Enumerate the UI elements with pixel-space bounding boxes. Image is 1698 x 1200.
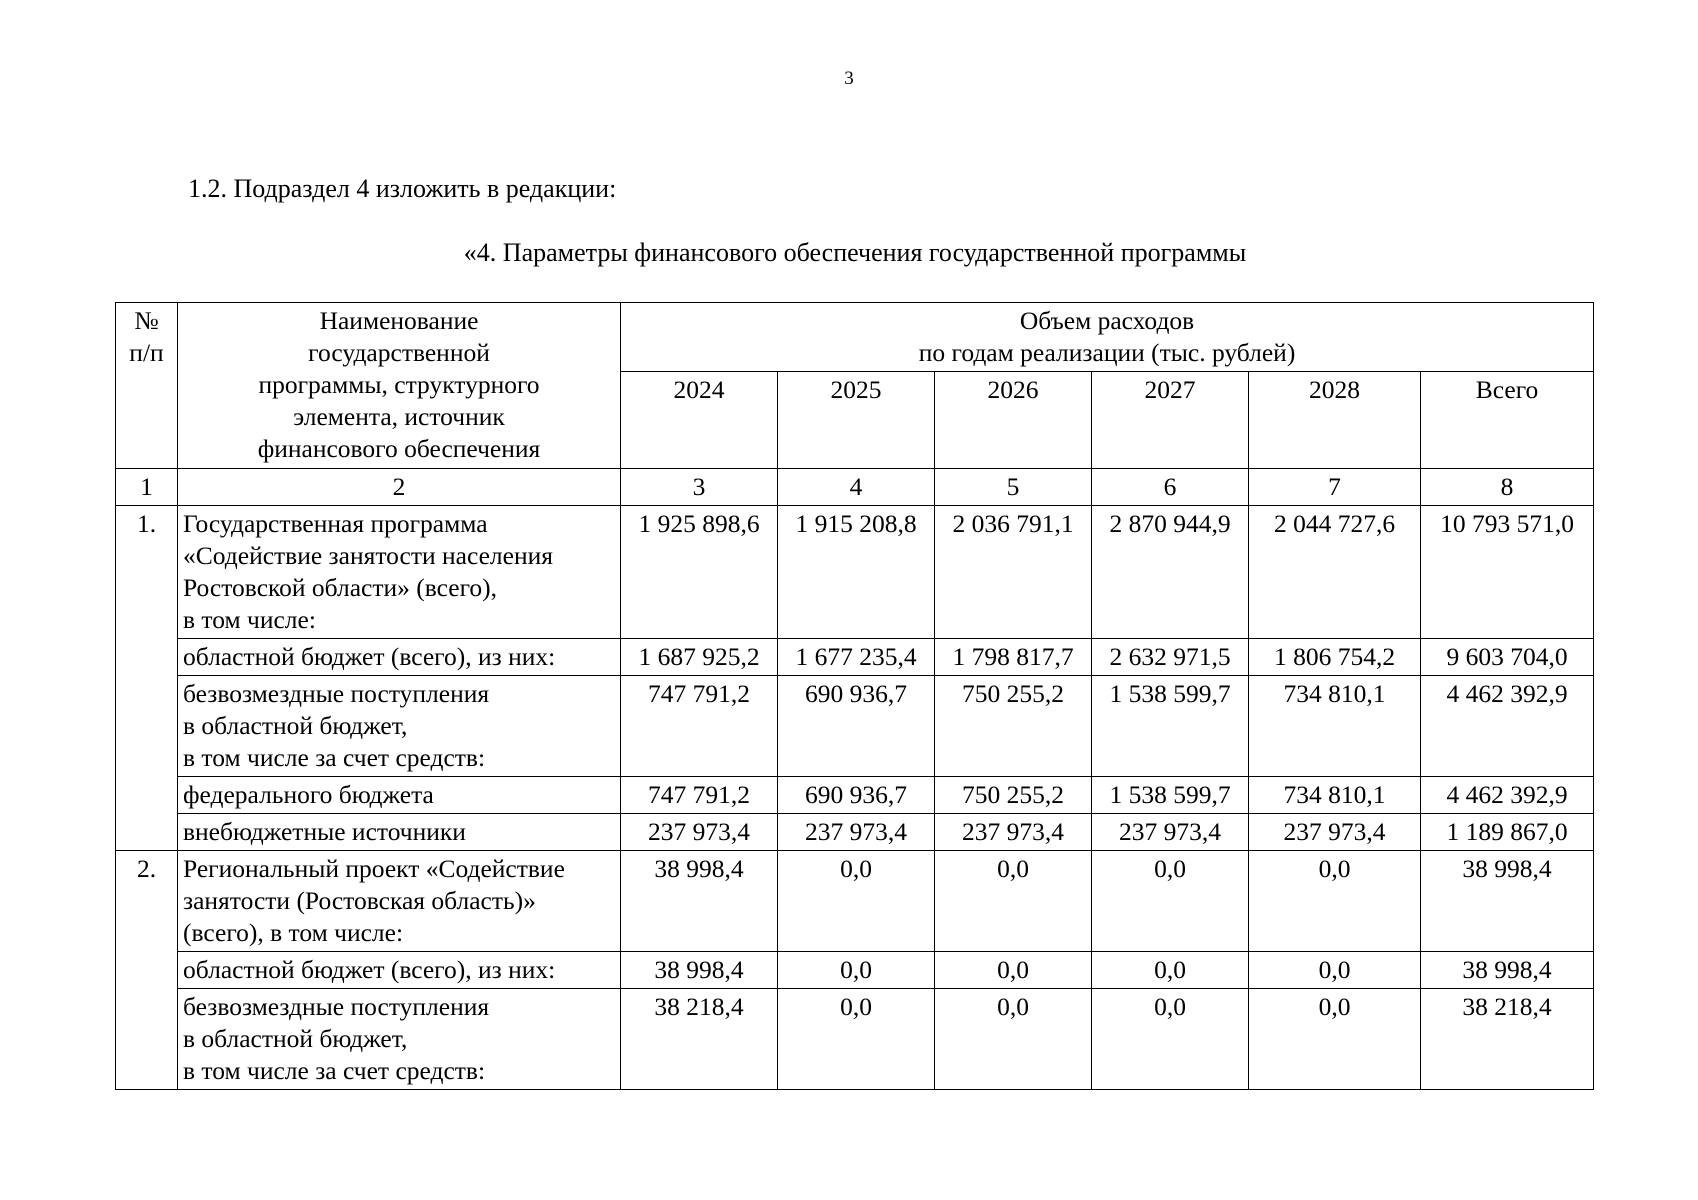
header-name: Наименование государственной программы, структурного элемента, источник финансового обеспечения (178, 303, 621, 469)
column-number: 4 (778, 469, 935, 506)
value-total: 4 462 392,9 (1421, 777, 1594, 814)
table-row (116, 676, 1594, 777)
row-name: областной бюджет (всего), из них: (178, 639, 621, 676)
value-cell: 237 973,4 (935, 814, 1092, 851)
header-volume: Объем расходов по годам реализации (тыс. рублей) (621, 303, 1594, 372)
header-year: 2026 (935, 372, 1092, 469)
table-row (116, 814, 1594, 851)
value-cell: 0,0 (935, 952, 1092, 989)
value-cell: 0,0 (1249, 952, 1421, 989)
table-header (116, 303, 1594, 469)
value-cell: 747 791,2 (621, 777, 778, 814)
value-cell: 690 936,7 (778, 676, 935, 777)
value-cell: 1 798 817,7 (935, 639, 1092, 676)
value-total: 10 793 571,0 (1421, 506, 1594, 639)
row-name: безвозмездные поступления в областной бюджет, в том числе за счет средств: (178, 676, 621, 777)
value-cell: 0,0 (935, 851, 1092, 952)
value-cell: 38 218,4 (621, 989, 778, 1090)
value-cell: 0,0 (778, 851, 935, 952)
value-cell: 1 677 235,4 (778, 639, 935, 676)
table-row (116, 777, 1594, 814)
row-name: Региональный проект «Содействие занятости (Ростовская область)» (всего), в том числе: (178, 851, 621, 952)
financing-table (115, 302, 1594, 1090)
value-cell: 0,0 (1092, 851, 1249, 952)
row-number: 2. (116, 851, 178, 1090)
value-cell: 237 973,4 (621, 814, 778, 851)
value-total: 9 603 704,0 (1421, 639, 1594, 676)
header-year: 2025 (778, 372, 935, 469)
value-cell: 0,0 (1249, 851, 1421, 952)
table-row (116, 639, 1594, 676)
value-cell: 1 806 754,2 (1249, 639, 1421, 676)
value-cell: 2 632 971,5 (1092, 639, 1249, 676)
value-cell: 0,0 (1092, 989, 1249, 1090)
table-row (116, 952, 1594, 989)
table-body (116, 469, 1594, 1090)
value-cell: 1 925 898,6 (621, 506, 778, 639)
row-name: федерального бюджета (178, 777, 621, 814)
value-cell: 1 915 208,8 (778, 506, 935, 639)
value-cell: 2 036 791,1 (935, 506, 1092, 639)
table-row (116, 989, 1594, 1090)
value-cell: 750 255,2 (935, 676, 1092, 777)
value-cell: 237 973,4 (1092, 814, 1249, 851)
column-number: 5 (935, 469, 1092, 506)
table-row (116, 851, 1594, 952)
header-year: 2027 (1092, 372, 1249, 469)
column-numbers-row (116, 469, 1594, 506)
table-row (116, 506, 1594, 639)
column-number: 3 (621, 469, 778, 506)
value-cell: 237 973,4 (778, 814, 935, 851)
value-cell: 1 687 925,2 (621, 639, 778, 676)
page-number: 3 (844, 68, 854, 89)
value-cell: 690 936,7 (778, 777, 935, 814)
value-cell: 0,0 (778, 952, 935, 989)
value-cell: 734 810,1 (1249, 777, 1421, 814)
column-number: 1 (116, 469, 178, 506)
row-name: внебюджетные источники (178, 814, 621, 851)
header-total: Всего (1421, 372, 1594, 469)
intro-text: 1.2. Подраздел 4 изложить в редакции: (188, 174, 617, 203)
row-name: безвозмездные поступления в областной бюджет, в том числе за счет средств: (178, 989, 621, 1090)
value-total: 38 998,4 (1421, 952, 1594, 989)
value-total: 38 998,4 (1421, 851, 1594, 952)
value-total: 38 218,4 (1421, 989, 1594, 1090)
value-cell: 38 998,4 (621, 851, 778, 952)
value-cell: 734 810,1 (1249, 676, 1421, 777)
row-name: областной бюджет (всего), из них: (178, 952, 621, 989)
value-cell: 0,0 (778, 989, 935, 1090)
value-cell: 0,0 (1092, 952, 1249, 989)
column-number: 6 (1092, 469, 1249, 506)
row-number: 1. (116, 506, 178, 851)
column-number: 7 (1249, 469, 1421, 506)
value-total: 4 462 392,9 (1421, 676, 1594, 777)
header-year: 2024 (621, 372, 778, 469)
value-cell: 747 791,2 (621, 676, 778, 777)
column-number: 2 (178, 469, 621, 506)
section-title: «4. Параметры финансового обеспечения государственной программы (463, 238, 1247, 267)
value-cell: 0,0 (935, 989, 1092, 1090)
row-name: Государственная программа «Содействие занятости населения Ростовской области» (всего), в том числе: (178, 506, 621, 639)
value-cell: 38 998,4 (621, 952, 778, 989)
column-number: 8 (1421, 469, 1594, 506)
header-num: № п/п (116, 303, 178, 469)
value-cell: 0,0 (1249, 989, 1421, 1090)
value-cell: 2 044 727,6 (1249, 506, 1421, 639)
value-cell: 1 538 599,7 (1092, 777, 1249, 814)
value-cell: 2 870 944,9 (1092, 506, 1249, 639)
value-total: 1 189 867,0 (1421, 814, 1594, 851)
value-cell: 237 973,4 (1249, 814, 1421, 851)
value-cell: 1 538 599,7 (1092, 676, 1249, 777)
header-year: 2028 (1249, 372, 1421, 469)
value-cell: 750 255,2 (935, 777, 1092, 814)
